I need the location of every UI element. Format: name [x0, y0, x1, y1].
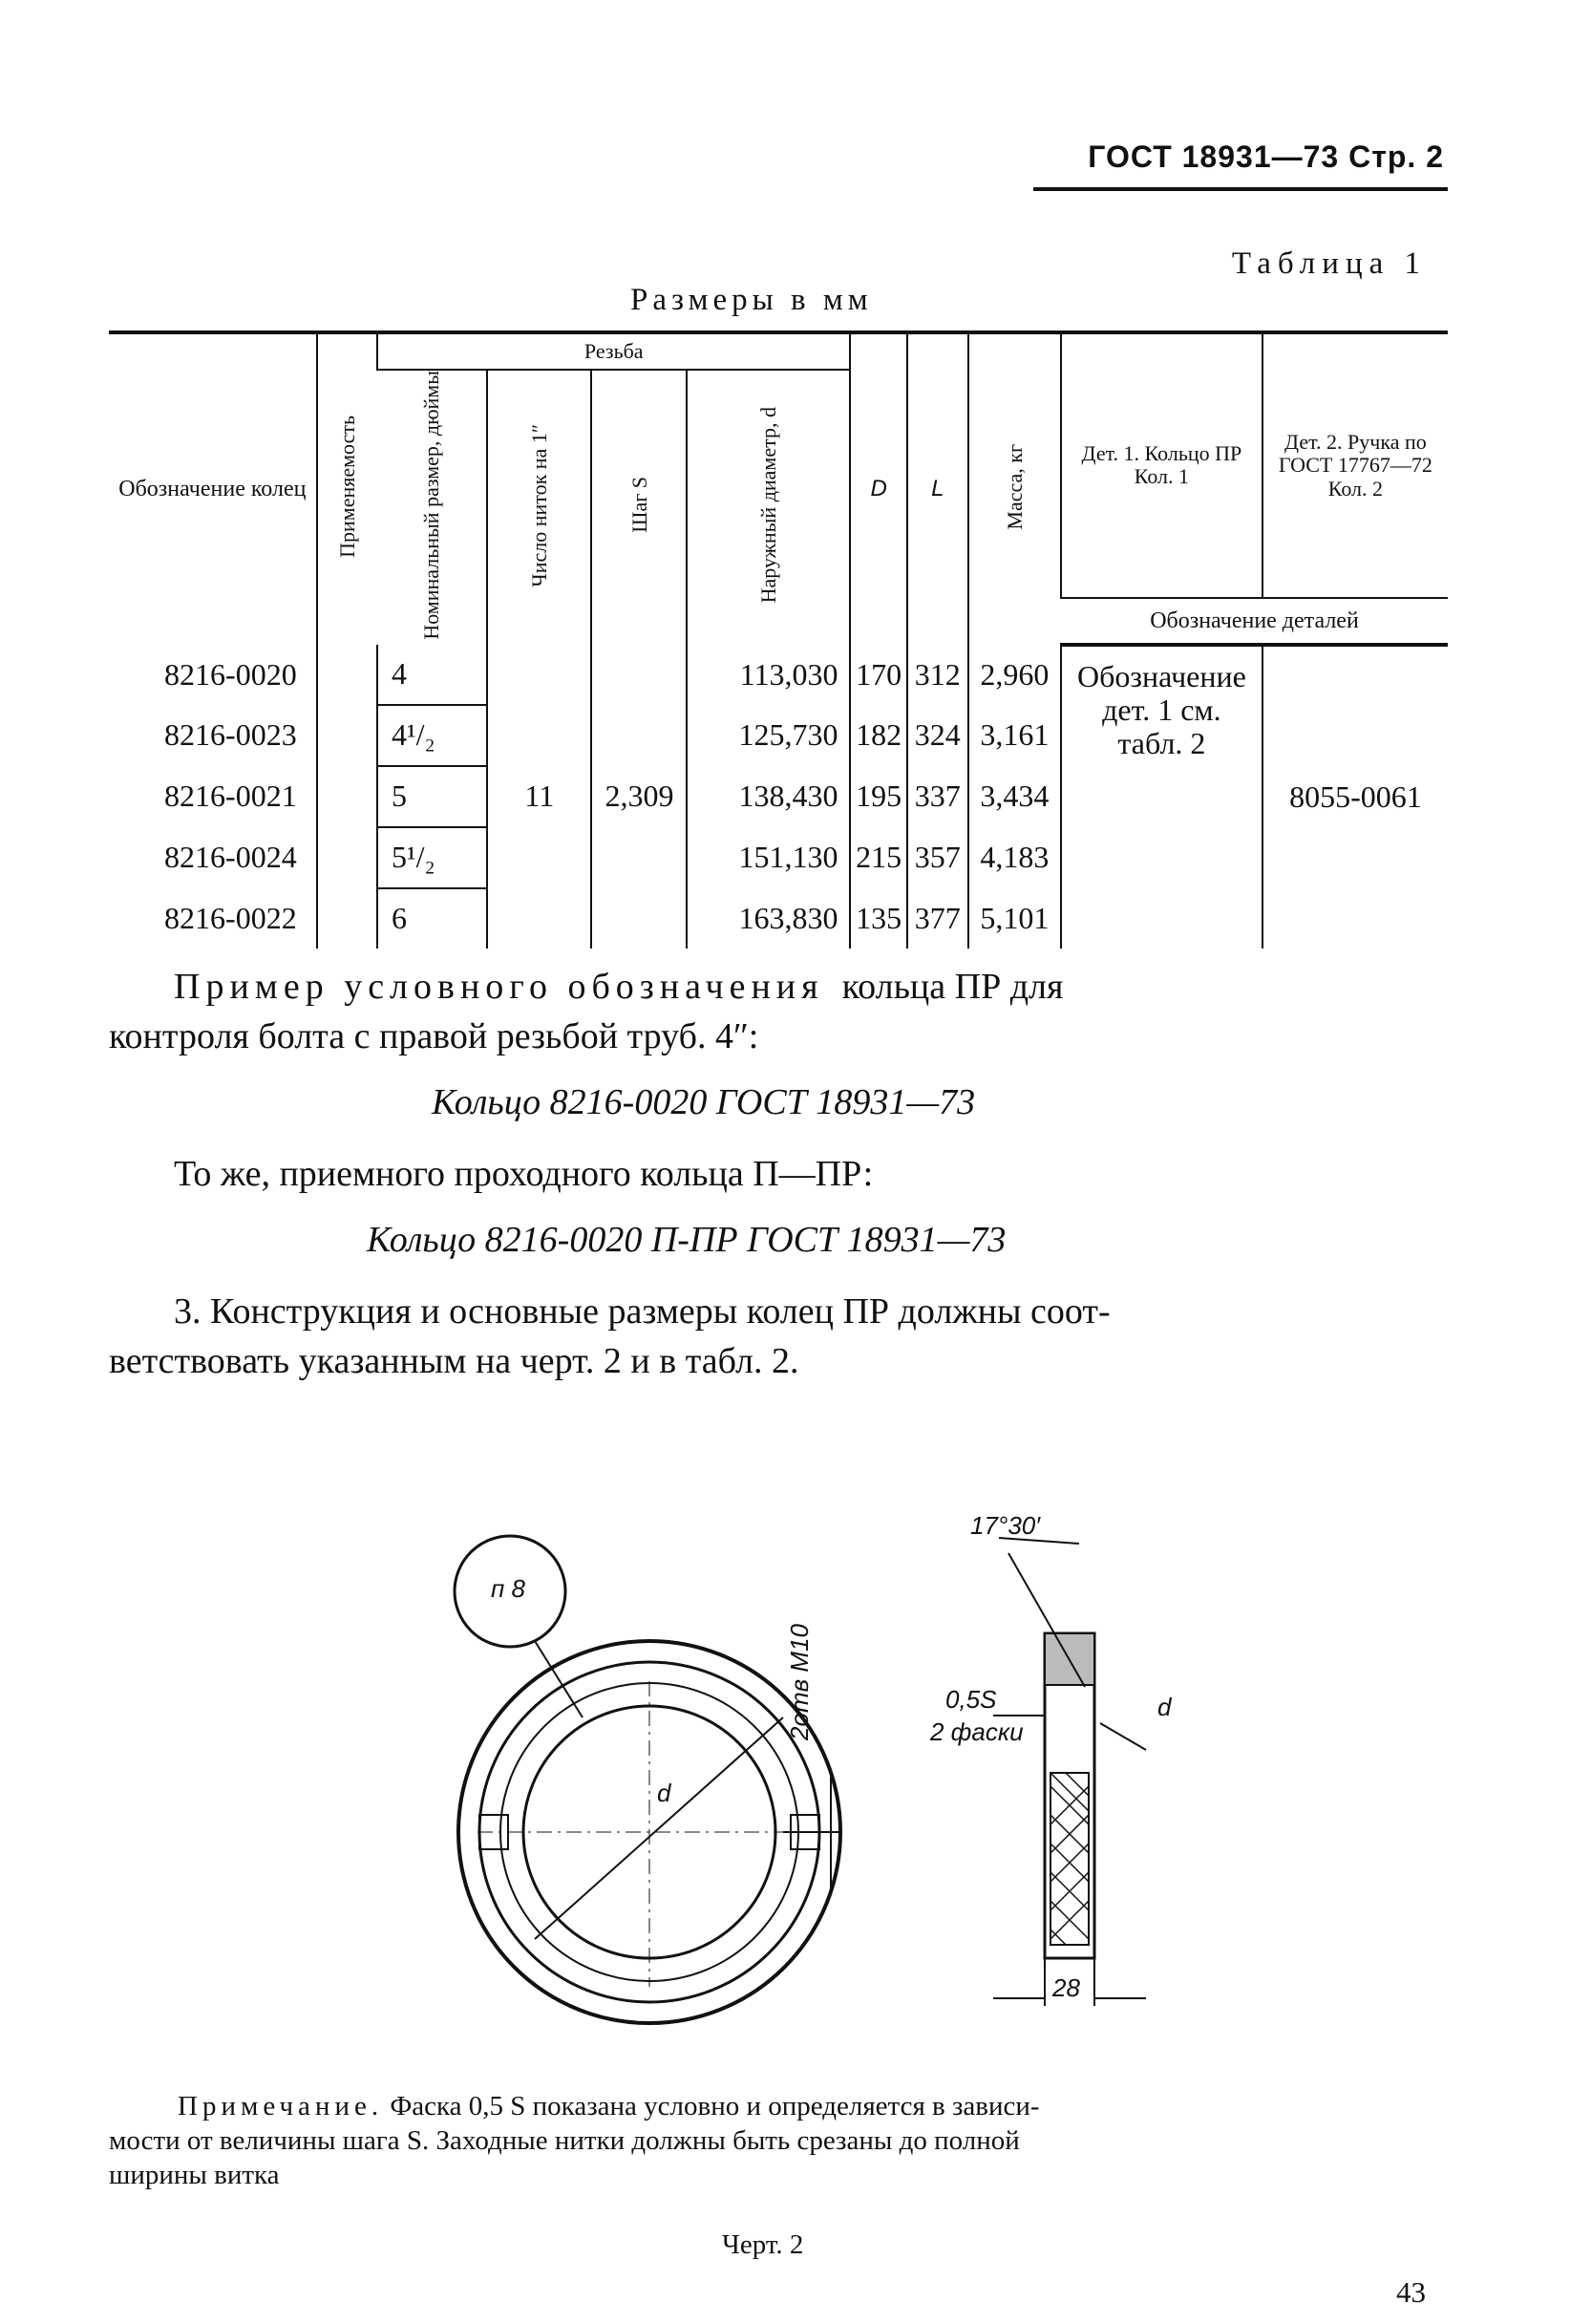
dimensions-table	[109, 330, 1448, 949]
example-formula-2: Кольцо 8216-0020 П-ПР ГОСТ 18931—73	[367, 1220, 1007, 1260]
merged-pitch: 2,309	[591, 645, 687, 949]
col-details-designation: Обозначение деталей	[1061, 598, 1448, 645]
clause3-line-2: ветствовать указанным на черт. 2 и в табл. 2.	[109, 1341, 799, 1381]
table-row: 8216-0020 4 11 2,309 113,030 170 312 2,960 Обозначение дет. 1 см. табл. 2 8055-0061	[109, 645, 1448, 705]
table-row: 8216-0024 5¹/₂ 151,130 215 357 4,183	[109, 827, 1448, 888]
merged-threads: 11	[487, 645, 591, 949]
col-nominal: Номинальный размер, дюймы	[419, 371, 444, 640]
bore-d-label: d	[657, 1779, 671, 1807]
angle-label: 17°30′	[970, 1511, 1041, 1540]
page-header: ГОСТ 18931—73 Стр. 2	[1088, 139, 1444, 174]
col-thread-group: Резьба	[377, 332, 850, 370]
table-row: 8216-0022 6 163,830 135 377 5,101	[109, 888, 1448, 949]
chamfer-label-1: 0,5S	[945, 1685, 997, 1714]
clause3-line-1: 3. Конструкция и основные размеры колец ПР должны соот-	[174, 1291, 1111, 1332]
example-line-1: Пример условного обозначения кольца ПР для	[174, 967, 1064, 1007]
ring-drawing	[420, 1490, 1280, 2025]
table-label: Таблица 1	[1231, 246, 1427, 281]
col-det1: Дет. 1. Кольцо ПР Кол. 1	[1061, 332, 1262, 598]
col-threads: Число ниток на 1″	[487, 370, 591, 645]
col-pitch: Шаг S	[591, 370, 687, 645]
figure-caption: Черт. 2	[722, 2229, 804, 2260]
col-D: D	[850, 332, 906, 645]
note-line-1: Примечание. Фаска 0,5 S показана условно и определяется в зависи-	[178, 2091, 1040, 2121]
col-mass: Масса, кг	[968, 332, 1061, 645]
col-applicability: Применяемость	[317, 332, 377, 645]
merged-det1: Обозначение дет. 1 см. табл. 2	[1061, 645, 1262, 949]
side-d-label: d	[1157, 1693, 1172, 1721]
example-same: То же, приемного проходного кольца П—ПР:	[174, 1154, 874, 1194]
table-row: 8216-0023 4¹/₂ 125,730 182 324 3,161	[109, 705, 1448, 766]
example-line-2: контроля болта с правой резьбой труб. 4″:	[109, 1016, 759, 1056]
page-number: 43	[1396, 2275, 1426, 2309]
table-row: 8216-0021 5 138,430 195 337 3,434	[109, 766, 1448, 827]
col-L: L	[907, 332, 968, 645]
col-det2: Дет. 2. Ручка по ГОСТ 17767—72 Кол. 2	[1262, 332, 1448, 598]
chamfer-label-2: 2 фаски	[930, 1717, 1024, 1746]
callout-label: п 8	[491, 1574, 525, 1603]
units-note: Размеры в мм	[630, 283, 873, 317]
example-formula-1: Кольцо 8216-0020 ГОСТ 18931—73	[432, 1082, 976, 1122]
merged-det2: 8055-0061	[1262, 645, 1448, 949]
header-rule	[1033, 187, 1448, 191]
col-outer-diam: Наружный диаметр, d	[687, 370, 850, 645]
col-designation: Обозначение колец	[118, 477, 307, 502]
note-line-2: мости от величины шага S. Заходные нитки должны быть срезаны до полной	[109, 2125, 1020, 2156]
holes-label: 2отв М10	[785, 1624, 814, 1740]
note-line-3: ширины витка	[109, 2160, 280, 2190]
width-label: 28	[1052, 1973, 1080, 2002]
